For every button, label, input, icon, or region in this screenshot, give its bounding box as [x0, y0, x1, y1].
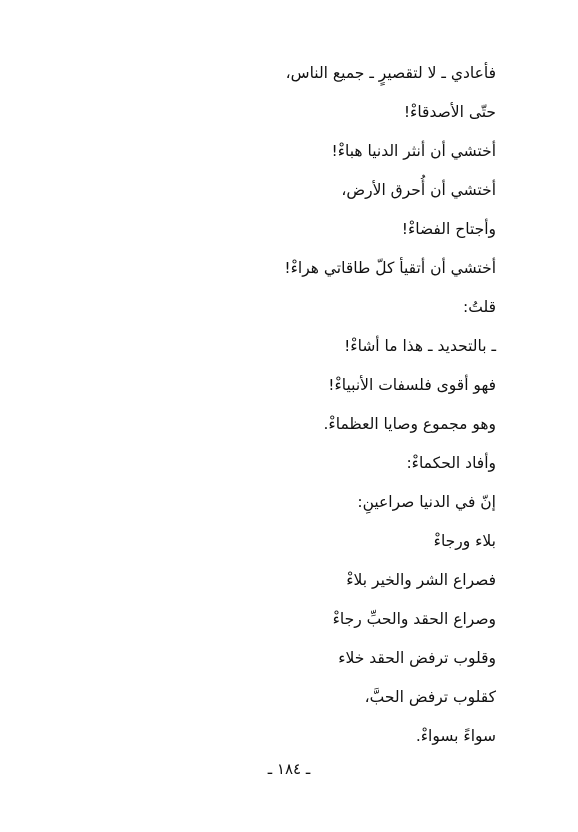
poem-text: [76, 54, 496, 756]
poem-line: كقلوب ترفض الحبَّ،: [364, 688, 496, 706]
poem-line: وأفاد الحكماءْ:: [406, 454, 496, 472]
poem-line: وصراع الحقد والحبِّ رجاءْ: [332, 610, 496, 628]
poem-line: وهو مجموع وصايا العظماءْ.: [323, 415, 496, 433]
page-number: ـ ١٨٤ ـ: [267, 760, 311, 778]
poem-line: سواءً بسواءْ.: [415, 727, 496, 745]
poem-line: وقلوب ترفض الحقد خلاء: [338, 649, 496, 667]
poem-line: قلتُ:: [463, 298, 496, 316]
poem-line: أختشي أن أتقيأ كلّ طاقاتي هراءْ!: [284, 259, 496, 277]
poem-line: أختشي أن أنثر الدنيا هباءْ!: [331, 142, 496, 160]
poem-line: وأجتاح الفضاءْ!: [401, 220, 496, 238]
poem-line: بلاء ورجاءْ: [433, 532, 496, 550]
poem-line: أختشي أن أُحرق الأرض،: [341, 181, 496, 199]
poem-line: ـ بالتحديد ـ هذا ما أشاءْ!: [344, 337, 496, 355]
poem-line: فهو أقوى فلسفات الأنبياءْ!: [328, 376, 496, 394]
poem-line: فصراع الشر والخير بلاءْ: [346, 571, 496, 589]
poem-line: فأعادي ـ لا لتقصيرٍ ـ جميع الناس،: [285, 64, 496, 82]
poem-line: إنّ في الدنيا صراعينِ:: [357, 493, 496, 511]
poem-line: حتّى الأصدقاءْ!: [403, 103, 496, 121]
